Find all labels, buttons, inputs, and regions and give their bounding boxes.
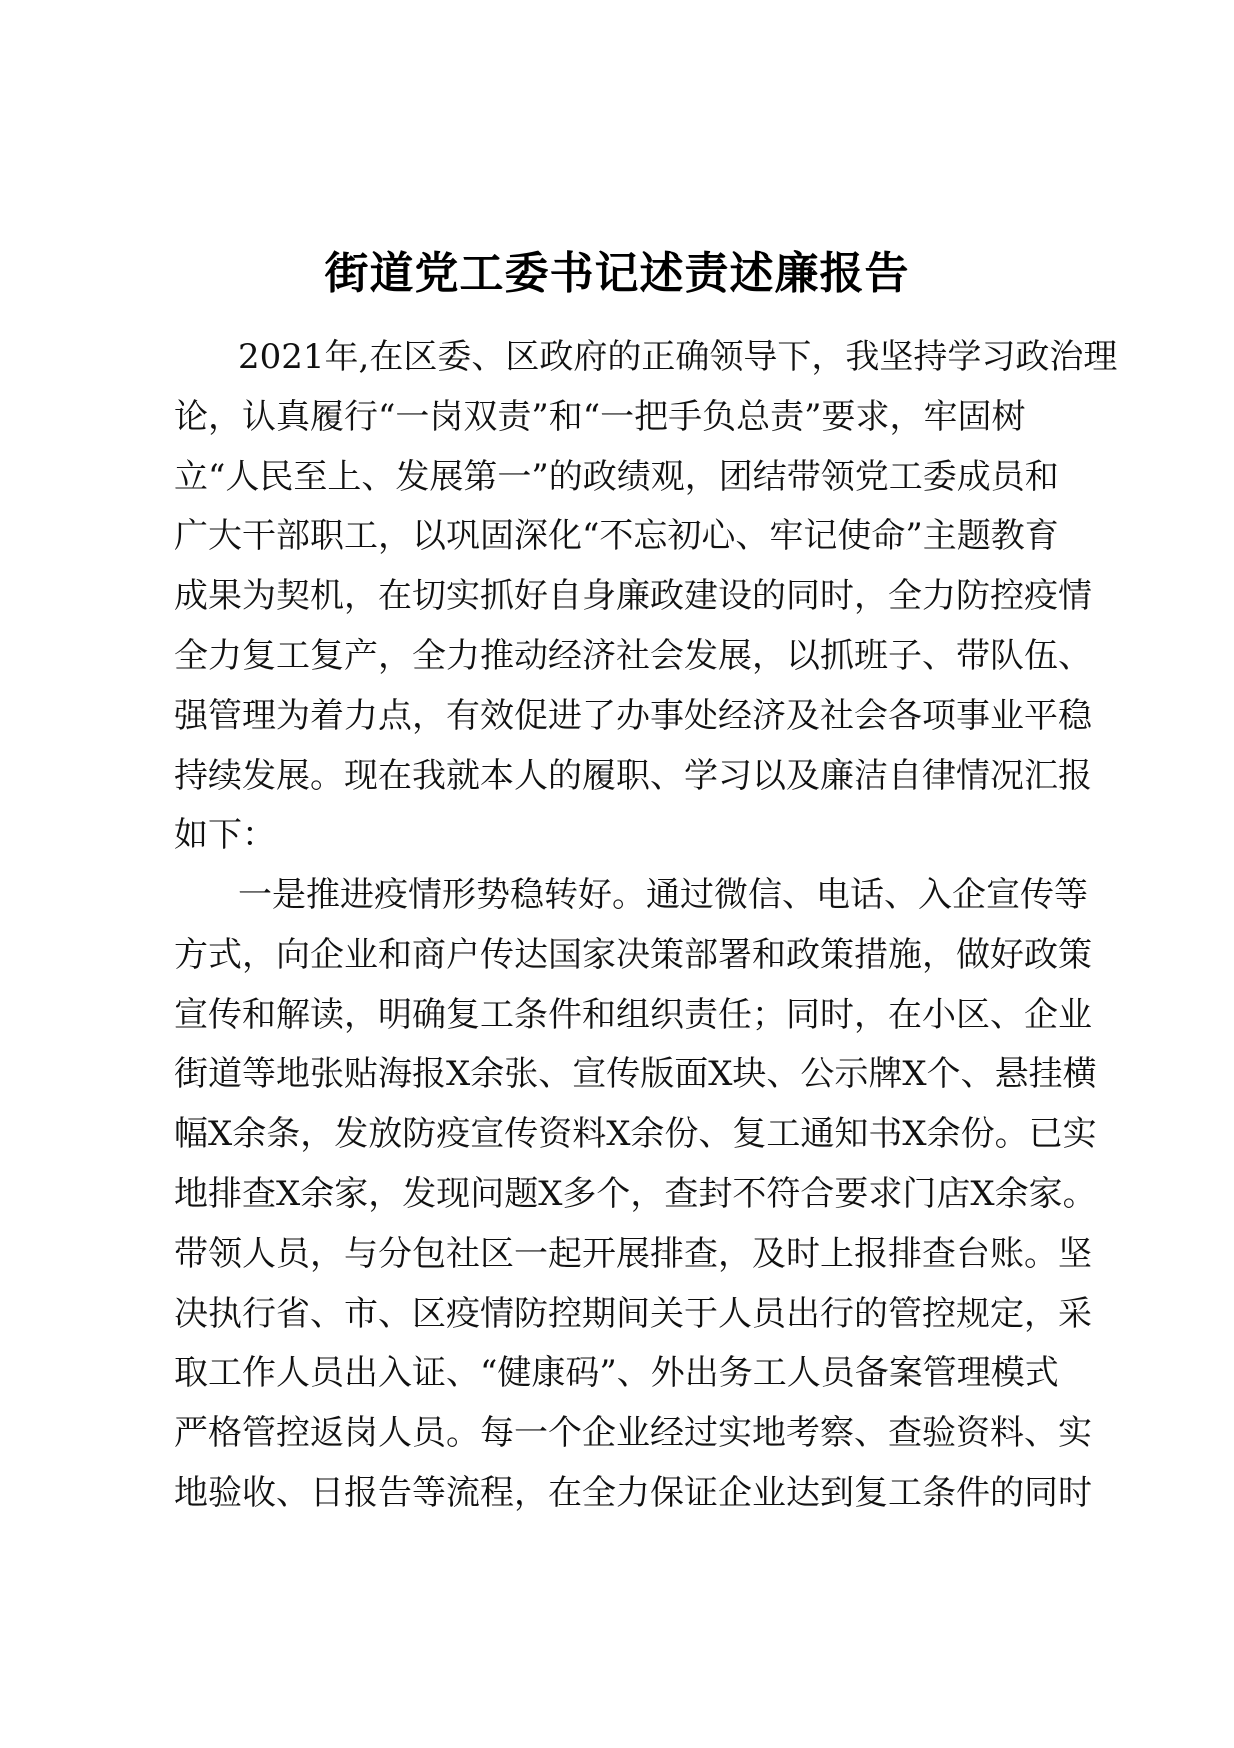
paragraph-intro bbox=[174, 328, 1118, 866]
text-line: 持续发展。现在我就本人的履职、学习以及廉洁自律情况汇报 bbox=[174, 755, 1092, 796]
text-line: 地验收、日报告等流程，在全力保证企业达到复工条件的同时 bbox=[174, 1472, 1092, 1513]
text-line: 全力复工复产，全力推动经济社会发展，以抓班子、带队伍、 bbox=[174, 635, 1092, 676]
text-line: 取工作人员出入证、“健康码”、外出务工人员备案管理模式 bbox=[174, 1353, 1059, 1394]
text-line: 如下： bbox=[174, 815, 276, 856]
text-line: 强管理为着力点，有效促进了办事处经济及社会各项事业平稳 bbox=[174, 695, 1092, 736]
text-line: 带领人员，与分包社区一起开展排查，及时上报排查台账。坚 bbox=[174, 1233, 1092, 1274]
text-line: 广大干部职工，以巩固深化“不忘初心、牢记使命”主题教育 bbox=[174, 516, 1059, 557]
text-line: 街道等地张贴海报X余张、宣传版面X块、公示牌X个、悬挂横 bbox=[174, 1054, 1097, 1095]
paragraph-epidemic-control bbox=[174, 866, 1097, 1524]
text-line: 宣传和解读，明确复工条件和组织责任；同时，在小区、企业 bbox=[174, 994, 1092, 1035]
text-line: 决执行省、市、区疫情防控期间关于人员出行的管控规定，采 bbox=[174, 1293, 1092, 1334]
text-line: 成果为契机，在切实抓好自身廉政建设的同时，全力防控疫情 bbox=[174, 576, 1092, 617]
text-line: 方式，向企业和商户传达国家决策部署和政策措施，做好政策 bbox=[174, 934, 1092, 975]
text-line: 论，认真履行“一岗双责”和“一把手负总责”要求，牢固树 bbox=[174, 396, 1026, 437]
text-line: 严格管控返岗人员。每一个企业经过实地考察、查验资料、实 bbox=[174, 1413, 1092, 1454]
text-line: 立“人民至上、发展第一”的政绩观，团结带领党工委成员和 bbox=[174, 456, 1059, 497]
text-line: 2021年,在区委、区政府的正确领导下，我坚持学习政治理 bbox=[238, 337, 1118, 377]
document-title: 街道党工委书记述责述廉报告 bbox=[324, 248, 910, 299]
text-line: 地排查X余家，发现问题X多个，查封不符合要求门店X余家。 bbox=[174, 1173, 1097, 1214]
text-line: 一是推进疫情形势稳转好。通过微信、电话、入企宣传等 bbox=[238, 875, 1088, 915]
text-line: 幅X余条，发放防疫宣传资料X余份、复工通知书X余份。已实 bbox=[174, 1114, 1097, 1155]
